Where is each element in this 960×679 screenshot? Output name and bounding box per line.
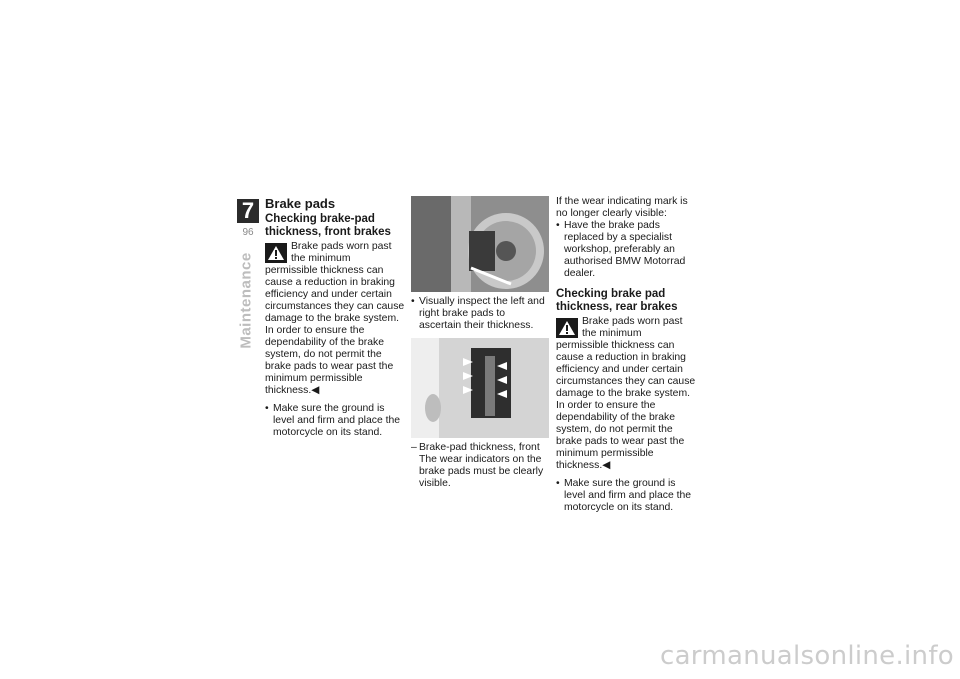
warning-text-2: In order to ensure the dependability of the brake system, do not permit the brake pads to wear past the minimum permissible thickness.◀ <box>265 325 394 396</box>
list-item: • Have the brake pads replaced by a specialist workshop, preferably an authorised BMW Motorrad dealer. <box>556 220 686 279</box>
chapter-number: 7 <box>241 198 255 223</box>
chapter-title: Maintenance <box>237 251 255 349</box>
list-item: • Make sure the ground is level and firm and place the motorcycle on its stand. <box>556 478 692 513</box>
subsection-title-front: Checking brake-pad thickness, front brakes <box>265 213 391 238</box>
warning-block-rear <box>556 316 696 472</box>
bullet-list <box>411 296 549 332</box>
watermark: carmanualsonline.info <box>659 641 954 671</box>
page-number: 96 <box>242 227 254 238</box>
bullet-list <box>556 478 696 514</box>
bullet-list <box>265 403 405 439</box>
brake-caliper-photo <box>411 196 549 292</box>
column-2 <box>411 196 549 490</box>
brake-pad-closeup-photo <box>411 338 549 438</box>
section-title: Brake pads <box>265 196 336 211</box>
bullet-list <box>556 220 696 280</box>
caption-text: The wear indicators on the brake pads must be clearly visible. <box>419 454 544 489</box>
warning-icon <box>265 243 287 263</box>
caption-dash: – <box>411 442 417 453</box>
subsection-title-rear: Checking brake pad thickness, rear brakes <box>556 288 678 313</box>
warning-text: Brake pads worn past the minimum permissible thickness can cause a reduction in braking efficiency and under certain circumstances they can cause damage to the brake system. <box>556 316 696 399</box>
warning-block-front <box>265 241 405 397</box>
photo-caption <box>411 442 549 490</box>
warning-icon <box>556 318 578 338</box>
warning-text: Brake pads worn past the minimum permissible thickness can cause a reduction in braking efficiency and under certain circumstances they can cause damage to the brake system. <box>265 241 405 324</box>
chapter-title-vertical <box>226 251 266 349</box>
list-item: • Visually inspect the left and right brake pads to ascertain their thickness. <box>411 296 545 331</box>
caption-title: Brake-pad thickness, front <box>419 442 540 453</box>
column-1 <box>265 196 405 439</box>
chapter-number-tab <box>237 199 259 223</box>
warning-text-2: In order to ensure the dependability of the brake system, do not permit the brake pads to wear past the minimum permissible thickness.◀ <box>556 400 685 471</box>
column-3 <box>556 196 696 514</box>
list-item: • Make sure the ground is level and firm and place the motorcycle on its stand. <box>265 403 401 438</box>
intro-text: If the wear indicating mark is no longer clearly visible: <box>556 196 688 219</box>
